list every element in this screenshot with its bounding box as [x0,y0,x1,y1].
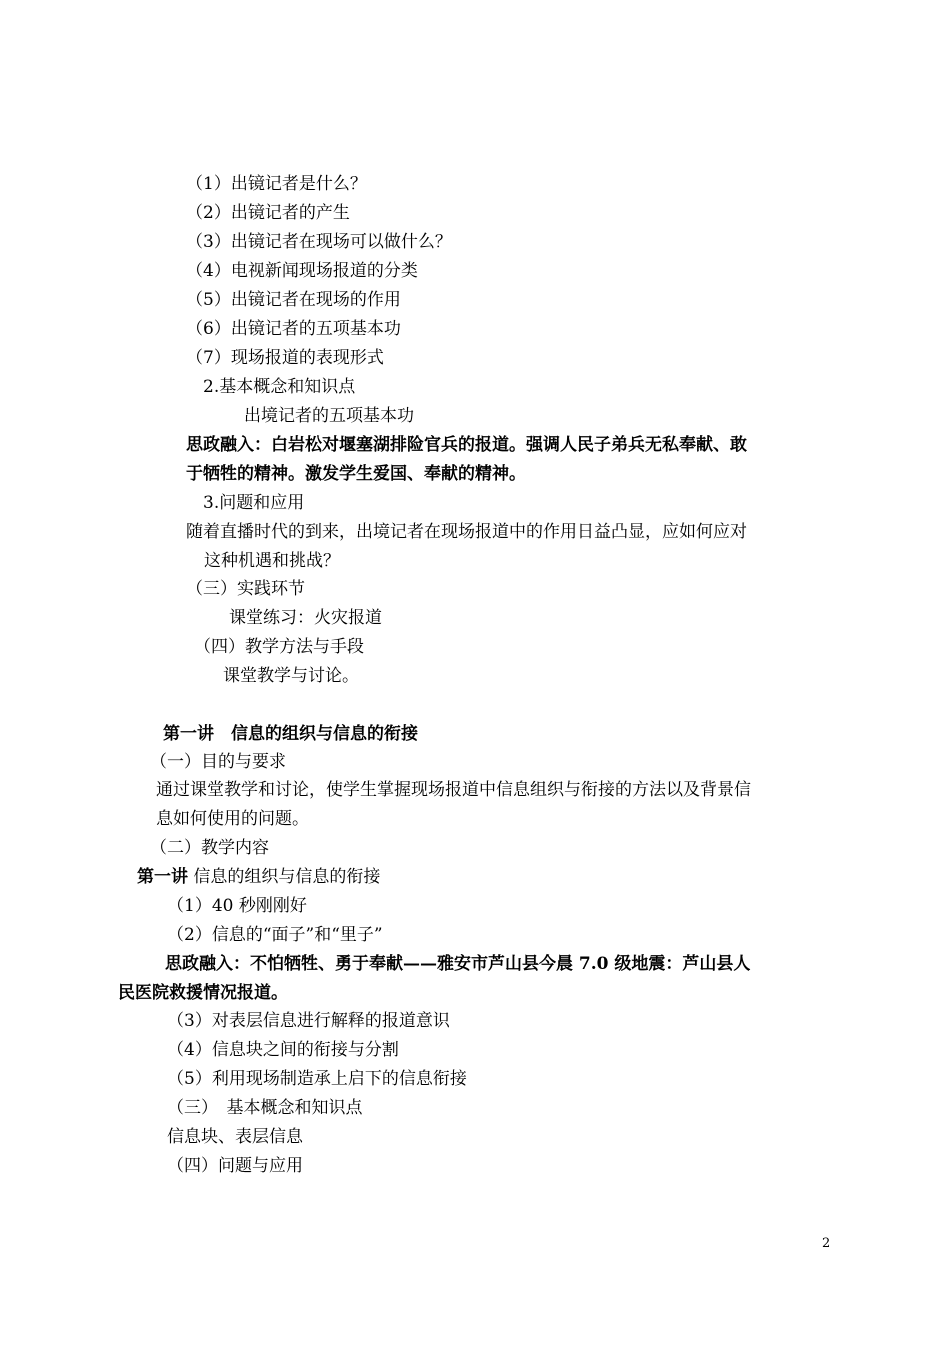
lecture-title: 第一讲 信息的组织与信息的衔接 [163,724,418,744]
section-heading-practice: （三）实践环节 [186,579,305,599]
content-item-5: （5）利用现场制造承上启下的信息衔接 [167,1069,467,1089]
content-item-4: （4）信息块之间的衔接与分割 [167,1040,399,1060]
ideology-note-1-line-2: 于牺牲的精神。激发学生爱国、奉献的精神。 [186,464,526,484]
section-heading-questions-2: （四）问题与应用 [167,1156,303,1176]
concepts-text-2: 信息块、表层信息 [167,1127,303,1147]
outline-item-5: （5）出镜记者在现场的作用 [186,290,401,310]
questions-text-line-2: 这种机遇和挑战？ [204,551,340,571]
ideology-note-2-line-2: 民医院救援情况报道。 [118,983,288,1003]
outline-item-6: （6）出镜记者的五项基本功 [186,319,401,339]
lecture-subtitle [137,866,380,888]
outline-item-3: （3）出镜记者在现场可以做什么？ [186,232,452,252]
page-number: 2 [822,1236,831,1251]
ideology-note-1-line-1: 思政融入：白岩松对堰塞湖排险官兵的报道。强调人民子弟兵无私奉献、敢 [186,435,747,455]
content-item-2: （2）信息的“面子”和“里子” [167,925,383,945]
section-heading-concepts: 2.基本概念和知识点 [203,377,356,397]
section-heading-questions: 3.问题和应用 [203,493,305,513]
content-item-1: （1）40 秒刚刚好 [167,896,307,916]
section-heading-goals: （一）目的与要求 [150,752,286,772]
questions-text-line-1: 随着直播时代的到来，出境记者在现场报道中的作用日益凸显，应如何应对 [186,522,747,542]
practice-text: 课堂练习：火灾报道 [229,608,382,628]
concepts-text: 出境记者的五项基本功 [244,406,414,426]
goals-text-line-1: 通过课堂教学和讨论，使学生掌握现场报道中信息组织与衔接的方法以及背景信 [156,780,751,800]
goals-text-line-2: 息如何使用的问题。 [156,809,309,829]
lecture-topic: 信息的组织与信息的衔接 [193,867,381,887]
methods-text: 课堂教学与讨论。 [223,666,359,686]
outline-item-1: （1）出镜记者是什么？ [186,174,367,194]
section-heading-content: （二）教学内容 [150,838,269,858]
section-heading-concepts-2: （三） 基本概念和知识点 [167,1098,363,1118]
section-heading-methods: （四）教学方法与手段 [194,637,364,657]
content-item-3: （3）对表层信息进行解释的报道意识 [167,1011,450,1031]
outline-item-7: （7）现场报道的表现形式 [186,348,384,368]
outline-item-4: （4）电视新闻现场报道的分类 [186,261,418,281]
lecture-label: 第一讲 [137,867,188,887]
ideology-note-2-line-1: 思政融入：不怕牺牲、勇于奉献——雅安市芦山县今晨 7.0 级地震：芦山县人 [165,954,751,974]
outline-item-2: （2）出镜记者的产生 [186,203,350,223]
